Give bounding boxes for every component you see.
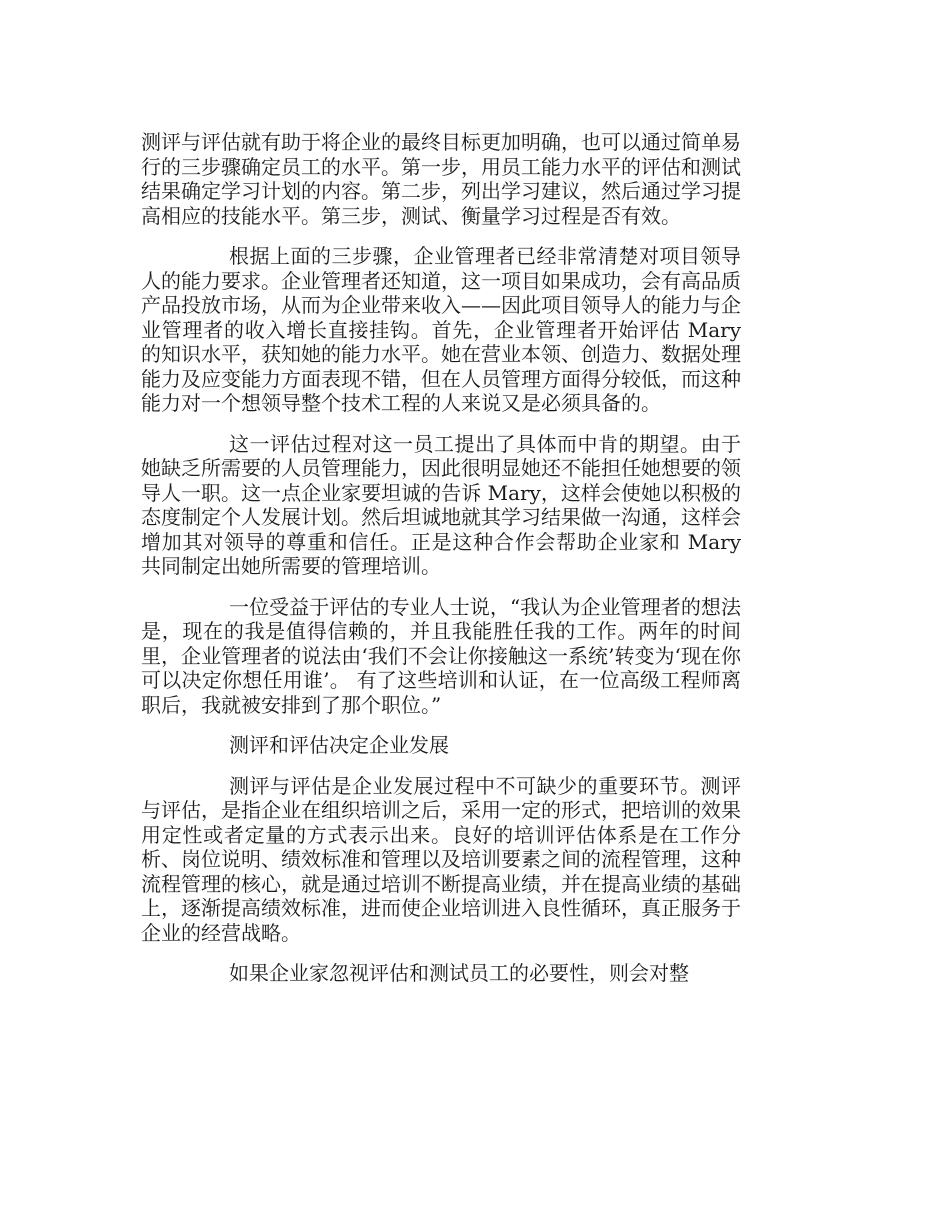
paragraph-2: 根据上面的三步骤，企业管理者已经非常清楚对项目领导人的能力要求。企业管理者还知道，这一项目如果成功，会有高品质产品投放市场，从而为企业带来收入——因此项目领导人的能力与企业管理者的收入增长直接挂钩。首先，企业管理者开始评估 Mary 的知识水平，获知她的能力水平。她在营业本领、创造力、数据处理能力及应变能力方面表现不错，但在人员管理方面得分较低，而这种能力对一个想领导整个技术工程的人来说又是必须具备的。 — [141, 244, 741, 415]
section-heading: 测评和评估决定企业发展 — [229, 733, 449, 757]
paragraph-3: 这一评估过程对这一员工提出了具体而中肯的期望。由于她缺乏所需要的人员管理能力，因此很明显她还不能担任她想要的领导人一职。这一点企业家要坦诚的告诉 Mary，这样会使她以积极的态度制定个人发展计划。然后坦诚地就其学习结果做一沟通，这样会增加其对领导的尊重和信任。正是这种合作会帮助企业家和 Mary 共同制定出她所需要的管理培训。 — [141, 431, 741, 578]
paragraph-5: 测评与评估是企业发展过程中不可缺少的重要环节。测评与评估，是指企业在组织培训之后，采用一定的形式，把培训的效果用定性或者定量的方式表示出来。良好的培训评估体系是在工作分析、岗位说明、绩效标准和管理以及培训要素之间的流程管理，这种流程管理的核心，就是通过培训不断提高业绩，并在提高业绩的基础上，逐渐提高绩效标准，进而使企业培训进入良性循环，真正服务于企业的经营战略。 — [141, 773, 741, 945]
paragraph-4: 一位受益于评估的专业人士说，“我认为企业管理者的想法是，现在的我是值得信赖的，并且我能胜任我的工作。两年的时间里，企业管理者的说法由‘我们不会让你接触这一系统’转变为‘现在你可以决定你想任用谁’。 有了这些培训和认证，在一位高级工程师离职后，我就被安排到了那个职位。” — [141, 594, 741, 717]
document-body — [141, 130, 741, 1002]
paragraph-6: 如果企业家忽视评估和测试员工的必要性，则会对整 — [229, 961, 689, 985]
paragraph-1: 测评与评估就有助于将企业的最终目标更加明确，也可以通过简单易行的三步骤确定员工的水平。第一步，用员工能力水平的评估和测试结果确定学习计划的内容。第二步，列出学习建议，然后通过学习提高相应的技能水平。第三步，测试、衡量学习过程是否有效。 — [141, 130, 741, 228]
